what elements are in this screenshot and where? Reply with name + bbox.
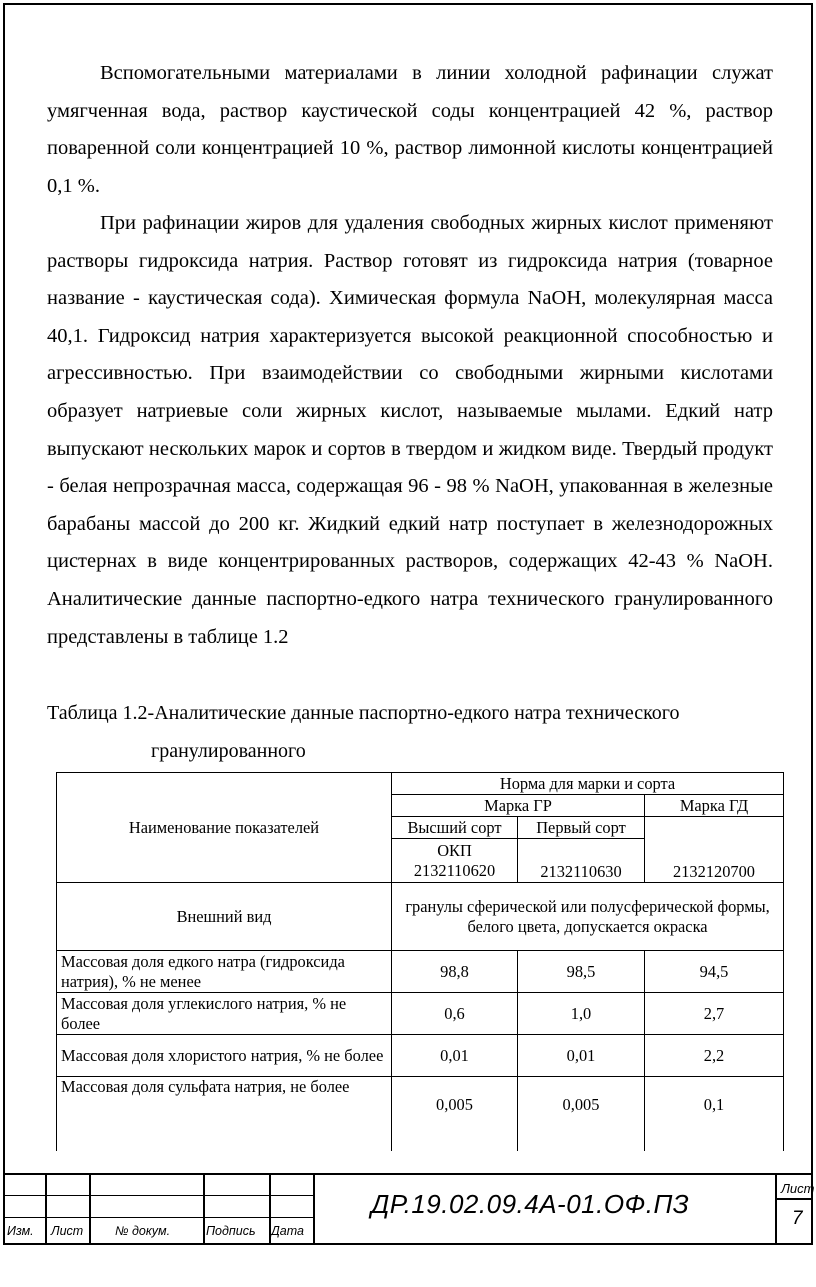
title-block	[3, 1173, 813, 1245]
stamp-sheet-line	[775, 1198, 813, 1200]
okp-cell-1	[392, 839, 518, 883]
sheet-number: 7	[792, 1208, 803, 1229]
table-row	[57, 1035, 784, 1077]
table-caption-line1: Таблица 1.2-Аналитические данные паспортно-едкого натра технического	[47, 702, 680, 724]
table-row	[57, 1077, 784, 1152]
stamp-label-docno: № докум.	[115, 1224, 171, 1238]
table-row	[57, 951, 784, 993]
stamp-row-line	[3, 1195, 313, 1196]
row-name: Массовая доля едкого натра (гидроксида натрия), % не менее	[57, 951, 392, 993]
row-name: Массовая доля сульфата натрия, не более	[57, 1077, 392, 1152]
row-name: Массовая доля углекислого натрия, % не более	[57, 993, 392, 1035]
appearance-value: гранулы сферической или полусферической формы, белого цвета, допускается окраска	[392, 883, 784, 951]
analytical-data-table	[56, 772, 784, 1151]
paragraph-sodium-hydroxide: При рафинации жиров для удаления свободных жирных кислот применяют растворы гидроксида натрия. Раствор готовят из гидроксида натрия (товарное название - каустическая сода). Химическая формула NaOH, молекулярная масса 40,1. Гидроксид натрия характеризуется высокой реакционной способностью и агрессивностью. При взаимодействии со свободными жирными кислотами образует натриевые соли жирных кислот, называемые мылами. Едкий натр выпускают нескольких марок и сортов в твердом и жидком виде. Твердый продукт - белая непрозрачная масса, содержащая 96 - 98 % NaOH, упакованная в железные барабаны массой до 200 кг. Жидкий едкий натр поступает в железнодорожных цистернах в виде концентрированных растворов, содержащих 42-43 % NaOH. Аналитические данные паспортно-едкого натра технического гранулированного представлены в таблице 1.2	[47, 212, 773, 648]
row-value: 0,01	[518, 1035, 645, 1077]
table-caption-line2: гранулированного	[151, 740, 306, 762]
header-grade-first: Первый сорт	[518, 817, 645, 839]
stamp-col-line	[89, 1173, 91, 1245]
stamp-col-line	[775, 1173, 777, 1245]
header-mark-gd: Марка ГД	[645, 795, 784, 817]
header-indicator-name: Наименование показателей	[57, 773, 392, 883]
row-value: 98,8	[392, 951, 518, 993]
paragraph-auxiliary-materials: Вспомогательными материалами в линии холодной рафинации служат умягченная вода, раствор каустической соды концентрацией 42 %, раствор поваренной соли концентрацией 10 %, раствор лимонной кислоты концентрацией 0,1 %.	[47, 62, 773, 197]
stamp-top-line	[3, 1173, 813, 1175]
stamp-col-line	[45, 1173, 47, 1245]
row-value: 2,7	[645, 993, 784, 1035]
okp-code: 2132120700	[645, 839, 784, 883]
stamp-row-line	[3, 1217, 313, 1218]
stamp-label-change: Изм.	[7, 1224, 34, 1238]
header-grade-empty	[645, 817, 784, 839]
row-value: 94,5	[645, 951, 784, 993]
table-row	[57, 993, 784, 1035]
row-value: 0,005	[392, 1077, 518, 1152]
row-value: 0,1	[645, 1077, 784, 1152]
row-value: 0,01	[392, 1035, 518, 1077]
okp-code: 2132110630	[518, 839, 645, 883]
table-row	[57, 773, 784, 795]
header-norm: Норма для марки и сорта	[392, 773, 784, 795]
row-value: 0,005	[518, 1077, 645, 1152]
stamp-label-sign: Подпись	[206, 1224, 256, 1238]
stamp-col-line	[313, 1173, 315, 1245]
stamp-label-date: Дата	[271, 1224, 304, 1238]
stamp-col-line	[203, 1173, 205, 1245]
okp-label: ОКП	[437, 840, 472, 860]
stamp-sheet-label: Лист	[781, 1181, 815, 1196]
row-value: 0,6	[392, 993, 518, 1035]
table-caption	[47, 694, 787, 770]
table-row	[57, 883, 784, 951]
row-name: Массовая доля хлористого натрия, % не более	[57, 1035, 392, 1077]
okp-code: 2132110620	[413, 860, 496, 880]
appearance-label: Внешний вид	[57, 883, 392, 951]
header-grade-high: Высший сорт	[392, 817, 518, 839]
row-value: 1,0	[518, 993, 645, 1035]
row-value: 98,5	[518, 951, 645, 993]
document-number: ДР.19.02.09.4А-01.ОФ.ПЗ	[371, 1189, 690, 1219]
row-value: 2,2	[645, 1035, 784, 1077]
header-mark-gr: Марка ГР	[392, 795, 645, 817]
stamp-label-sheet: Лист	[51, 1224, 84, 1238]
